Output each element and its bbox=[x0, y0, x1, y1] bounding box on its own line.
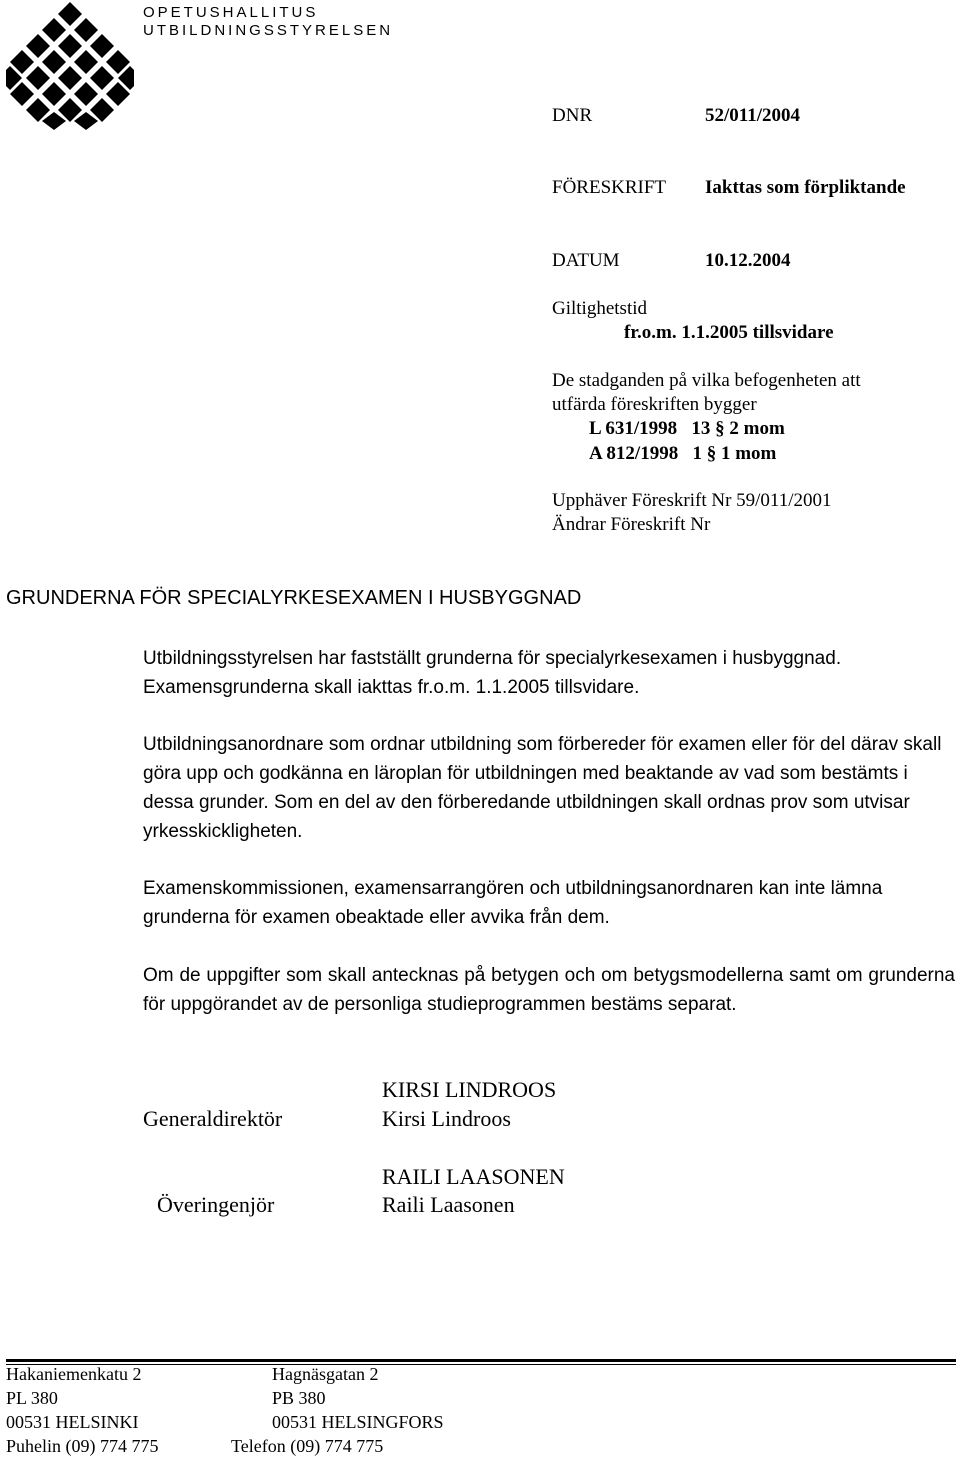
footer-fi-box: PL 380 bbox=[6, 1388, 58, 1408]
footer-fi-city: 00531 HELSINKI bbox=[6, 1412, 139, 1432]
giltighet-label: Giltighetstid bbox=[552, 298, 647, 319]
law-reference-1: L 631/1998 13 § 2 mom bbox=[589, 418, 785, 439]
footer-sv-box: PB 380 bbox=[272, 1388, 326, 1408]
upphaver-text: Upphäver Föreskrift Nr 59/011/2001 bbox=[552, 490, 832, 511]
footer-fi-phone: Puhelin (09) 774 775 bbox=[6, 1436, 159, 1456]
footer-sv-phone: Telefon (09) 774 775 bbox=[231, 1436, 384, 1456]
paragraph-4: Om de uppgifter som skall antecknas på betygen och om betygsmodellerna samt om grunderna för uppgörandet av de personliga studieprogrammen bestäms separat. bbox=[143, 965, 955, 1015]
opetushallitus-logo bbox=[6, 2, 134, 130]
foreskrift-value: Iakttas som förpliktande bbox=[705, 177, 906, 198]
org-name-finnish: OPETUSHALLITUS bbox=[143, 4, 319, 21]
document-title: GRUNDERNA FÖR SPECIALYRKESEXAMEN I HUSBYGGNAD bbox=[6, 587, 582, 609]
footer-rule-thin bbox=[6, 1364, 956, 1365]
andrar-text: Ändrar Föreskrift Nr bbox=[552, 514, 711, 535]
signer-2-role: Överingenjör bbox=[157, 1192, 275, 1217]
paragraph-2: Utbildningsanordnare som ordnar utbildning som förbereder för examen eller för del därav skall göra upp och godkänna en läroplan för utbildningen med beaktande av vad som bestämts i dessa grunder. Som en del av den förberedande utbildningen skall ordnas prov som utvisar yrkesskickligheten. bbox=[143, 734, 942, 842]
dnr-label: DNR bbox=[552, 105, 593, 126]
signer-2-name-upper: RAILI LAASONEN bbox=[382, 1164, 565, 1189]
foreskrift-label: FÖRESKRIFT bbox=[552, 177, 667, 198]
paragraph-3: Examenskommissionen, examensarrangören och utbildningsanordnaren kan inte lämna grunderna för examen obeaktade eller avvika från dem. bbox=[143, 878, 883, 928]
dnr-value: 52/011/2004 bbox=[705, 105, 801, 126]
datum-label: DATUM bbox=[552, 250, 620, 271]
datum-value: 10.12.2004 bbox=[705, 250, 791, 271]
signer-2-name: Raili Laasonen bbox=[382, 1192, 515, 1217]
stadganden-line2: utfärda föreskriften bygger bbox=[552, 394, 757, 415]
stadganden-line1: De stadganden på vilka befogenheten att bbox=[552, 370, 861, 391]
footer-fi-street: Hakaniemenkatu 2 bbox=[6, 1364, 142, 1384]
footer-sv-city: 00531 HELSINGFORS bbox=[272, 1412, 444, 1432]
org-name-swedish: UTBILDNINGSSTYRELSEN bbox=[143, 22, 394, 39]
footer-sv-street: Hagnäsgatan 2 bbox=[272, 1364, 379, 1384]
giltighet-value: fr.o.m. 1.1.2005 tillsvidare bbox=[624, 322, 834, 343]
footer-rule-thick bbox=[6, 1359, 956, 1362]
signer-1-role: Generaldirektör bbox=[143, 1106, 283, 1131]
law-reference-2: A 812/1998 1 § 1 mom bbox=[589, 443, 777, 464]
paragraph-1: Utbildningsstyrelsen har fastställt grunderna för specialyrkesexamen i husbyggnad. Examensgrunderna skall iakttas fr.o.m. 1.1.2005 tillsvidare. bbox=[143, 648, 842, 698]
signer-1-name: Kirsi Lindroos bbox=[382, 1106, 511, 1131]
signer-1-name-upper: KIRSI LINDROOS bbox=[382, 1077, 557, 1102]
